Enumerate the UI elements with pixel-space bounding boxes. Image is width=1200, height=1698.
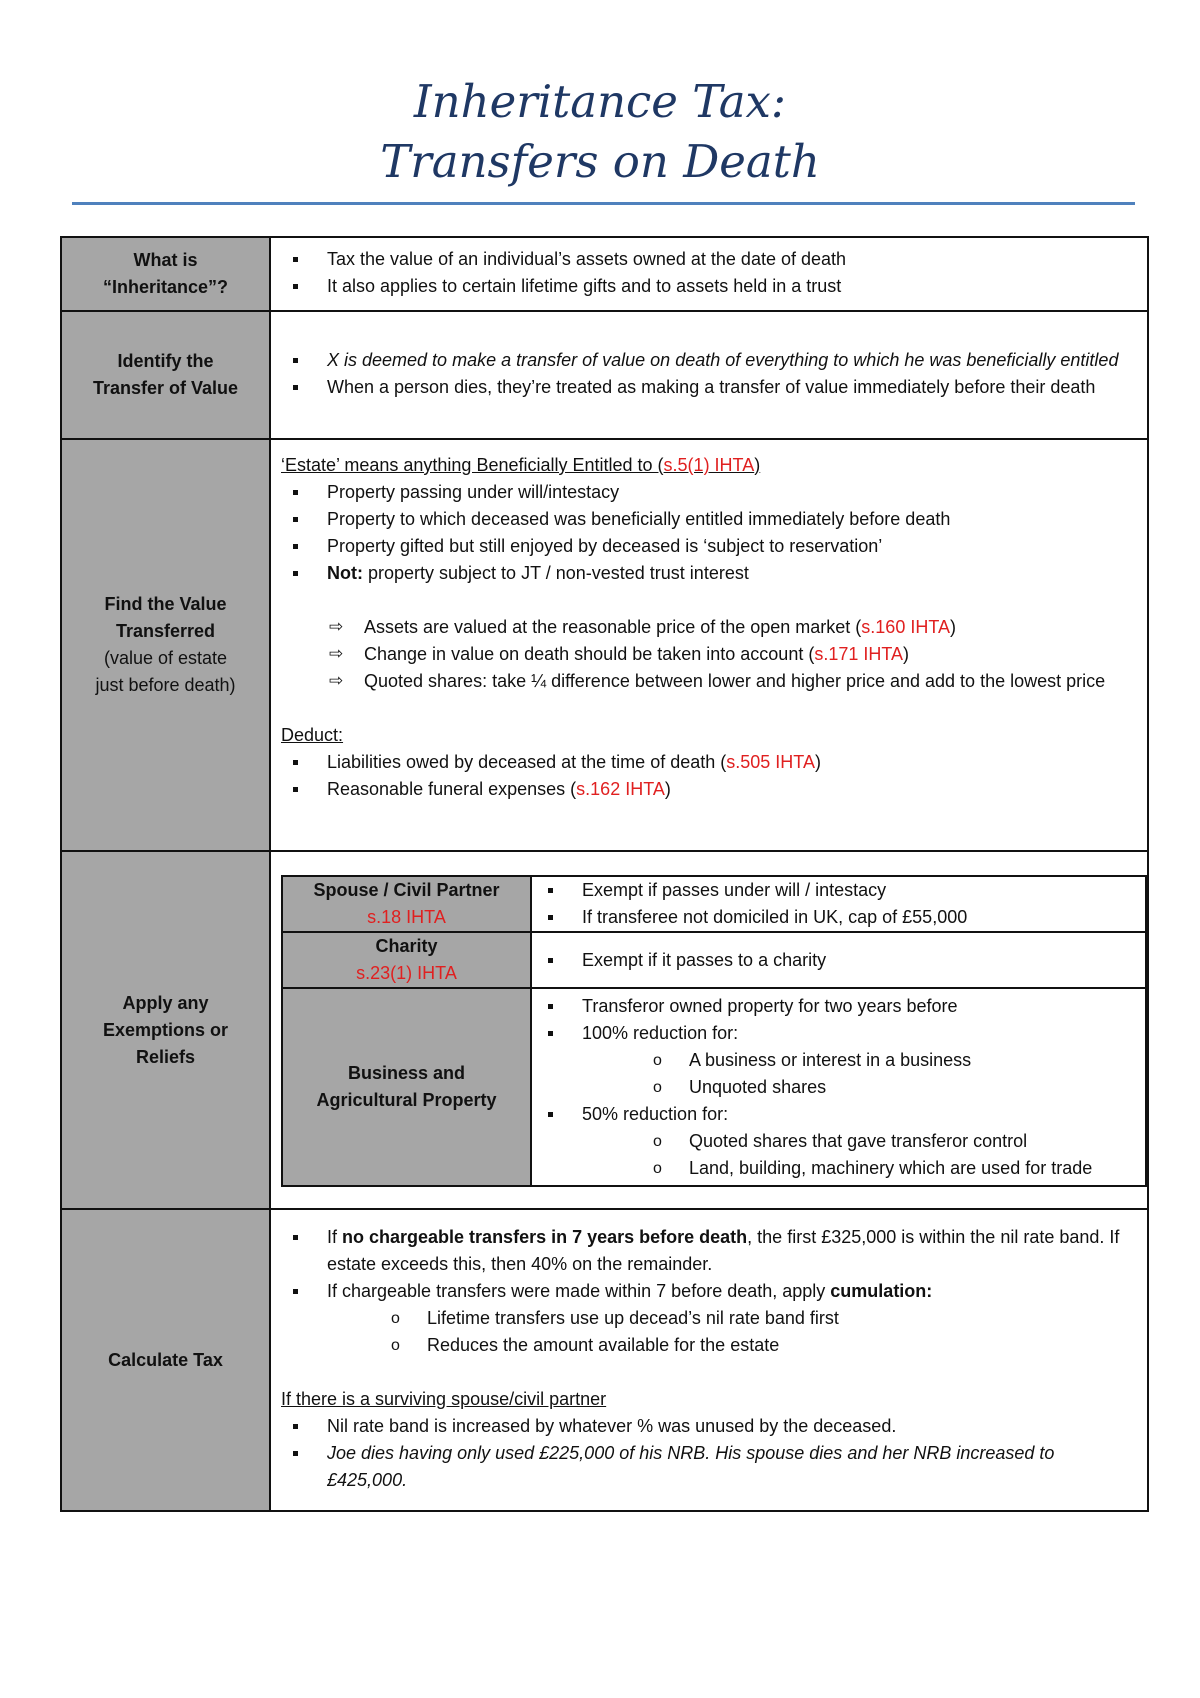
statute-ref: s.23(1) IHTA (356, 963, 457, 983)
sub-item: o Lifetime transfers use up decead’s nil rate band first (391, 1305, 1135, 1332)
bullet-item: Property to which deceased was beneficially entitled immediately before death (281, 506, 1135, 533)
estate-heading-text: ‘Estate’ means anything Beneficially Entitled to ( (281, 455, 664, 475)
close-paren: ) (903, 644, 910, 664)
label-line: Identify the (117, 351, 214, 371)
page-title (0, 72, 1200, 192)
exemption-name: Charity (375, 936, 438, 956)
deduct-text: Reasonable funeral expenses ( (327, 779, 577, 799)
bullet-item: When a person dies, they’re treated as making a transfer of value immediately before their death (281, 374, 1135, 401)
row-label (61, 1209, 270, 1511)
text-span: If (327, 1227, 343, 1247)
label-line: Calculate Tax (108, 1349, 223, 1370)
bullet-item (281, 749, 1135, 776)
bullet-item: Property passing under will/intestacy (281, 479, 1135, 506)
exemption-content (531, 988, 1146, 1186)
bullet-item: Property gifted but still enjoyed by deceased is ‘subject to reservation’ (281, 533, 1135, 560)
bullet-item (536, 1020, 1139, 1047)
bullet-item (281, 776, 1135, 803)
text-span: If chargeable transfers were made within 7 before death, apply (327, 1281, 831, 1301)
close-paren: ) (950, 617, 956, 637)
row-content (270, 311, 1148, 439)
bullet-item: Exempt if it passes to a charity (536, 947, 1139, 974)
statute-ref: s.171 IHTA (814, 644, 904, 664)
row-what-is-inheritance (61, 237, 1148, 311)
exemption-name: Business and (347, 1063, 466, 1083)
not-label: Not: (327, 563, 363, 583)
arrow-text: Change in value on death should be taken into account ( (364, 644, 815, 664)
exemption-row-charity (282, 932, 1146, 988)
text-span: no chargeable transfers in 7 years before death (342, 1227, 748, 1247)
deduct-text: Liabilities owed by deceased at the time of death ( (327, 752, 727, 772)
row-content (270, 237, 1148, 311)
text-span: , the first £325,000 is within the nil rate band. If estate exceeds this, then 40% on the remainder. (327, 1227, 1120, 1274)
label-line: Reliefs (135, 1046, 196, 1067)
bullet-item (281, 560, 1135, 587)
label-line: Apply any (122, 992, 209, 1013)
row-label (61, 311, 270, 439)
bullet-item: Nil rate band is increased by whatever % was unused by the deceased. (281, 1413, 1135, 1440)
arrow-item (281, 641, 1135, 668)
row-find-value (61, 439, 1148, 851)
label-line: Transfer of Value (92, 378, 239, 398)
label-line: Transferred (115, 621, 216, 641)
sub-item: o Quoted shares that gave transferor control (653, 1128, 1139, 1155)
exemption-name: Agricultural Property (316, 1090, 497, 1110)
label-line: Exemptions or (102, 1019, 229, 1040)
exemptions-table (281, 875, 1147, 1187)
exemption-row-business (282, 988, 1146, 1186)
row-content (270, 851, 1148, 1209)
bullet-item: Transferor owned property for two years before (536, 993, 1139, 1020)
label-line: What is (133, 250, 198, 270)
label-line: (value of estate (103, 648, 228, 668)
bullet-item: X is deemed to make a transfer of value on death of everything to which he was beneficially entitled (281, 347, 1135, 374)
exemption-content (531, 932, 1146, 988)
bullet-item: Tax the value of an individual’s assets owned at the date of death (281, 246, 1135, 273)
row-label (61, 851, 270, 1209)
deduct-heading: Deduct: (281, 725, 344, 745)
not-text: property subject to JT / non-vested trust interest (362, 563, 749, 583)
bullet-text: 100% reduction for: (582, 1022, 739, 1043)
title-line-2: Transfers on Death (380, 135, 820, 188)
row-exemptions (61, 851, 1148, 1209)
spouse-heading: If there is a surviving spouse/civil partner (281, 1389, 607, 1409)
title-divider (72, 202, 1135, 205)
arrow-item: ⇨ Quoted shares: take ¼ difference between lower and higher price and add to the lowest price (281, 668, 1135, 695)
text-span: cumulation: (830, 1281, 933, 1301)
sub-item: o Unquoted shares (653, 1074, 1139, 1101)
exemption-label (282, 932, 531, 988)
bullet-item: If transferee not domiciled in UK, cap of £55,000 (536, 904, 1139, 931)
row-calculate-tax (61, 1209, 1148, 1511)
label-line: just before death) (95, 675, 236, 695)
estate-heading (281, 452, 1135, 479)
statute-ref: s.505 IHTA (726, 752, 815, 772)
arrow-text: Assets are valued at the reasonable price of the open market ( (364, 617, 862, 637)
exemption-content (531, 876, 1146, 932)
bullet-item: It also applies to certain lifetime gifts and to assets held in a trust (281, 273, 1135, 300)
bullet-item (281, 1278, 1135, 1305)
exemption-row-spouse (282, 876, 1146, 932)
bullet-item: 50% reduction for: (536, 1101, 1139, 1128)
statute-ref: s.160 IHTA (861, 617, 950, 637)
row-content (270, 439, 1148, 851)
sub-item: o Reduces the amount available for the estate (391, 1332, 1135, 1359)
label-line: Find the Value (104, 594, 227, 614)
close-paren: ) (664, 779, 671, 799)
bullet-item (281, 1224, 1135, 1278)
sub-item: o Land, building, machinery which are used for trade (653, 1155, 1139, 1182)
exemption-label (282, 988, 531, 1186)
statute-ref: s.162 IHTA (576, 779, 665, 799)
statute-ref: s.5(1) IHTA (663, 455, 755, 475)
row-content (270, 1209, 1148, 1511)
exemption-label (282, 876, 531, 932)
bullet-item: Exempt if passes under will / intestacy (536, 877, 1139, 904)
exemption-name: Spouse / Civil Partner (313, 880, 500, 900)
row-label (61, 439, 270, 851)
summary-table (60, 236, 1149, 1512)
sub-item: o A business or interest in a business (653, 1047, 1139, 1074)
statute-ref: s.18 IHTA (367, 907, 446, 927)
bullet-item: Joe dies having only used £225,000 of his NRB. His spouse dies and her NRB increased to £425,000. (281, 1440, 1135, 1494)
label-line: “Inheritance”? (102, 277, 229, 297)
close-paren: ) (754, 455, 761, 475)
row-identify-transfer (61, 311, 1148, 439)
arrow-item (281, 614, 1135, 641)
close-paren: ) (814, 752, 821, 772)
row-label (61, 237, 270, 311)
title-line-1: Inheritance Tax: (413, 75, 787, 128)
